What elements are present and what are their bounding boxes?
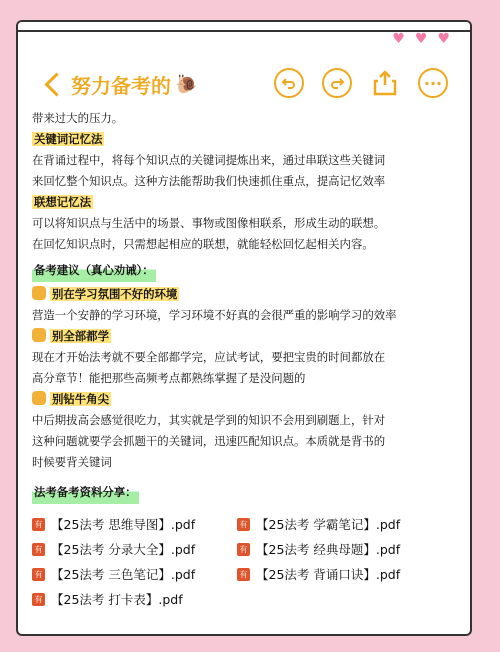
paragraph-line: 时候要背关键词 [32, 455, 112, 469]
heart-icon: ♥ [437, 31, 450, 47]
file-item[interactable] [32, 539, 237, 560]
file-item[interactable] [32, 564, 237, 585]
pdf-file-icon: 有 [32, 518, 45, 531]
paragraph-line: 现在才开始法考就不要全部都学完，应试考试，要把宝贵的时间都放在 [32, 350, 386, 364]
file-item[interactable] [237, 539, 442, 560]
page-title: 努力备考的 [71, 74, 171, 98]
file-name: 【25法考 经典母题】.pdf [256, 542, 401, 557]
paragraph-line: 高分章节！能把那些高频考点都熟练掌握了是没问题的 [32, 371, 306, 385]
moneybag-icon [32, 286, 46, 300]
heart-icon: ♥ [392, 31, 405, 47]
paragraph-line: 在背诵过程中，将每个知识点的关键词提炼出来，通过串联这些关键词 [32, 153, 386, 167]
more-icon[interactable]: ··· [418, 68, 448, 98]
file-name: 【25法考 学霸笔记】.pdf [256, 517, 401, 532]
article-content [32, 108, 442, 610]
nav-actions [274, 68, 448, 98]
share-icon[interactable] [370, 68, 400, 98]
undo-icon[interactable] [274, 68, 304, 98]
tip-title: 别全部都学 [52, 329, 109, 343]
paragraph-line: 中后期拔高会感觉很吃力，其实就是学到的知识不会用到刷题上，针对 [32, 413, 386, 427]
pdf-file-icon: 有 [237, 568, 250, 581]
heart-icon: ♥ [414, 31, 428, 47]
paragraph-line: 营造一个安静的学习环境，学习环境不好真的会很严重的影响学习的效率 [32, 308, 397, 322]
snail-icon: 🐌 [175, 74, 198, 95]
file-name: 【25法考 背诵口诀】.pdf [256, 567, 401, 582]
file-item[interactable] [32, 589, 237, 610]
moneybag-icon [32, 391, 46, 405]
section-title-association: 联想记忆法 [34, 195, 91, 209]
top-nav-bar [18, 62, 470, 112]
back-button[interactable] [48, 70, 197, 99]
file-name: 【25法考 思维导图】.pdf [51, 517, 196, 532]
paragraph-line: 来回忆整个知识点。这种方法能帮助我们快速抓住重点，提高记忆效率 [32, 174, 386, 188]
file-item[interactable] [32, 514, 237, 535]
paragraph-line: 可以将知识点与生活中的场景、事物或图像相联系，形成生动的联想。 [32, 216, 386, 230]
share-title: 法考备考资料分享： [32, 481, 139, 504]
pdf-file-icon: 有 [237, 518, 250, 531]
file-list [32, 514, 442, 610]
file-item[interactable] [237, 564, 442, 585]
chevron-left-icon [44, 72, 68, 96]
tip-title: 别钻牛角尖 [52, 392, 109, 406]
file-name: 【25法考 打卡表】.pdf [51, 592, 183, 607]
paragraph-line: 带来过大的压力。 [32, 111, 124, 125]
advice-title: 备考建议（真心劝诫）： [32, 259, 156, 282]
pdf-file-icon: 有 [237, 543, 250, 556]
file-name: 【25法考 三色笔记】.pdf [51, 567, 196, 582]
hearts-decoration [392, 32, 450, 46]
moneybag-icon [32, 328, 46, 342]
pdf-file-icon: 有 [32, 593, 45, 606]
pdf-file-icon: 有 [32, 568, 45, 581]
tip-title: 别在学习氛围不好的环境 [52, 287, 178, 301]
pdf-file-icon: 有 [32, 543, 45, 556]
paragraph-line: 在回忆知识点时，只需想起相应的联想，就能轻松回忆起相关内容。 [32, 237, 374, 251]
file-item[interactable] [237, 514, 442, 535]
redo-icon[interactable] [322, 68, 352, 98]
file-name: 【25法考 分录大全】.pdf [51, 542, 196, 557]
paragraph-line: 这种问题就要学会抓题干的关键词，迅速匹配知识点。本质就是背书的 [32, 434, 386, 448]
section-title-keyword: 关键词记忆法 [34, 132, 103, 146]
